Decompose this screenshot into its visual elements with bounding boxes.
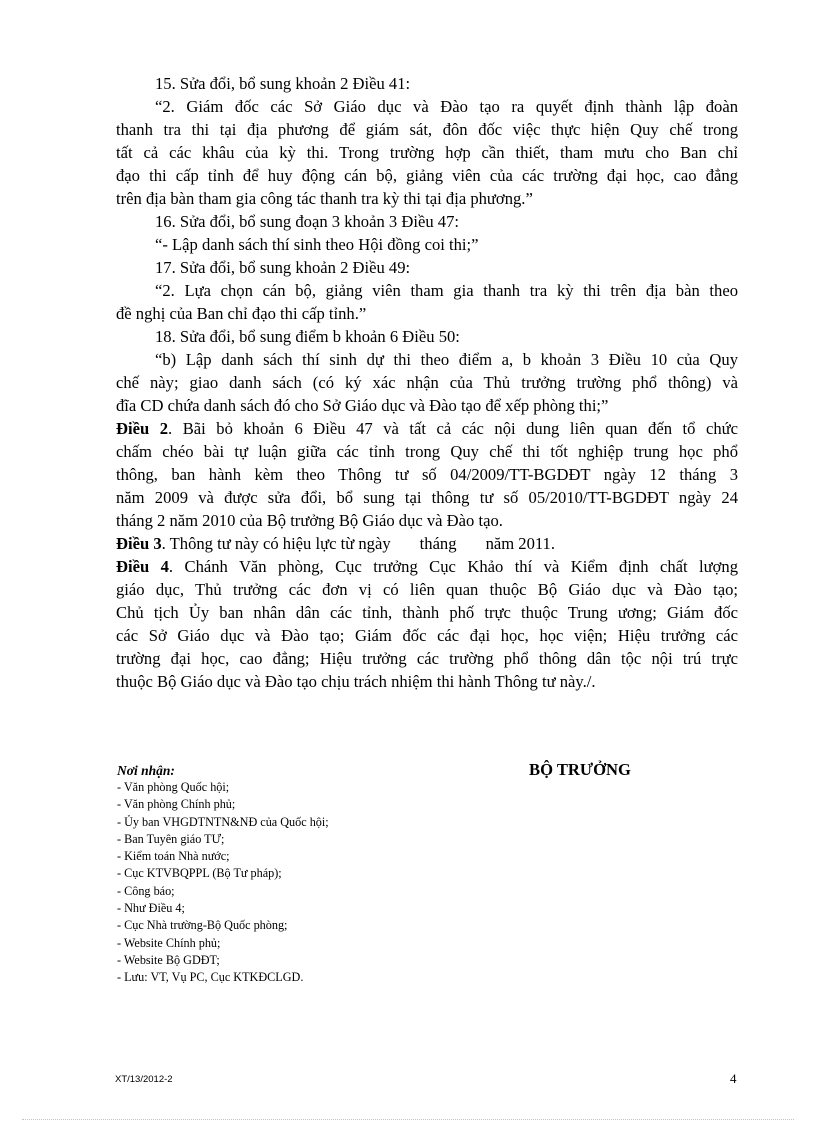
recipient-item: - Ủy ban VHGDTNTN&NĐ của Quốc hội; [117, 814, 329, 829]
recipient-item: - Văn phòng Quốc hội; [117, 780, 230, 794]
amendment-15-heading: 15. Sửa đổi, bổ sung khoản 2 Điều 41: [155, 74, 411, 93]
recipient-item: - Văn phòng Chính phủ; [117, 797, 236, 812]
amendment-15-text: “2. Giám đốc các Sở Giáo dục và Đào tạo ra quyết định thành lập đoàn thanh tra thi tại địa phương để giám sát, đôn đốc việc thực hiện Quy chế trong tất cả các khâu của kỳ thi. Trong trường hợp cần thiết, tham mưu cho Ban chỉ đạo thi cấp tỉnh để huy động cán bộ, giảng viên của các trường đại học, cao đẳng trên địa bàn tham gia công tác thanh tra kỳ thi tại địa phương.” [116, 97, 738, 208]
recipient-item: - Lưu: VT, Vụ PC, Cục KTKĐCLGD. [117, 970, 304, 985]
article-3: Điều 3. Thông tư này có hiệu lực từ ngày tháng năm 2011. [116, 534, 556, 553]
amendment-17-text: “2. Lựa chọn cán bộ, giảng viên tham gia thanh tra kỳ thi trên địa bàn theo đề nghị của Ban chỉ đạo thi cấp tỉnh.” [116, 281, 738, 323]
article-4: Điều 4. Chánh Văn phòng, Cục trưởng Cục Khảo thí và Kiểm định chất lượng giáo dục, Thủ trưởng các đơn vị có liên quan thuộc Bộ Giáo dục và Đào tạo; Chủ tịch Ủy ban nhân dân các tỉnh, thành phố trực thuộc Trung ương; Giám đốc các Sở Giáo dục và Đào tạo; Giám đốc các đại học, học viện; Hiệu trưởng các trường đại học, cao đẳng; Hiệu trưởng các trường phổ thông dân tộc nội trú trực thuộc Bộ Giáo dục và Đào tạo chịu trách nhiệm thi hành Thông tư này./. [116, 557, 739, 691]
recipient-item: - Website Chính phủ; [117, 935, 221, 950]
recipient-item: - Công báo; [117, 883, 175, 898]
article-4-label: Điều 4 [116, 557, 169, 576]
recipient-item: - Cục Nhà trường-Bộ Quốc phòng; [117, 918, 288, 933]
amendment-18-heading: 18. Sửa đổi, bổ sung điểm b khoản 6 Điều 50: [155, 327, 460, 346]
recipient-item: - Cục KTVBQPPL (Bộ Tư pháp); [117, 866, 282, 881]
document-body [116, 72, 738, 693]
recipient-item: - Như Điều 4; [117, 901, 185, 916]
amendment-18-text: “b) Lập danh sách thí sinh dự thi theo điểm a, b khoản 3 Điều 10 của Quy chế này; giao danh sách (có ký xác nhận của Thủ trưởng trường phổ thông) và đĩa CD chứa danh sách đó cho Sở Giáo dục và Đào tạo để xếp phòng thi;” [116, 350, 738, 415]
signer-title: BỘ TRƯỞNG [529, 760, 631, 779]
document-code: XT/13/2012-2 [115, 1074, 173, 1085]
amendment-16-heading: 16. Sửa đổi, bổ sung đoạn 3 khoản 3 Điều 47: [155, 212, 459, 231]
amendment-17-heading: 17. Sửa đổi, bổ sung khoản 2 Điều 49: [155, 258, 411, 277]
article-2: Điều 2. Bãi bỏ khoản 6 Điều 47 và tất cả các nội dung liên quan đến tổ chức chấm chéo bài tự luận giữa các tỉnh trong Quy chế thi tốt nghiệp trung học phổ thông, ban hành kèm theo Thông tư số 04/2009/TT-BGDĐT ngày 12 tháng 3 năm 2009 và được sửa đổi, bổ sung tại thông tư số 05/2010/TT-BGDĐT ngày 24 tháng 2 năm 2010 của Bộ trưởng Bộ Giáo dục và Đào tạo. [116, 419, 738, 530]
recipients-block [117, 762, 457, 987]
recipient-item: - Kiểm toán Nhà nước; [117, 849, 230, 864]
page-bottom-edge [22, 1119, 794, 1120]
article-3-label: Điều 3 [116, 534, 162, 553]
amendment-16-text: “- Lập danh sách thí sinh theo Hội đồng coi thi;” [155, 235, 479, 254]
article-2-label: Điều 2 [116, 419, 169, 438]
recipients-list [117, 779, 457, 987]
recipient-item: - Ban Tuyên giáo TƯ; [117, 831, 225, 846]
page-number: 4 [730, 1071, 737, 1086]
recipients-title: Nơi nhận: [117, 763, 175, 778]
recipient-item: - Website Bộ GDĐT; [117, 952, 220, 967]
